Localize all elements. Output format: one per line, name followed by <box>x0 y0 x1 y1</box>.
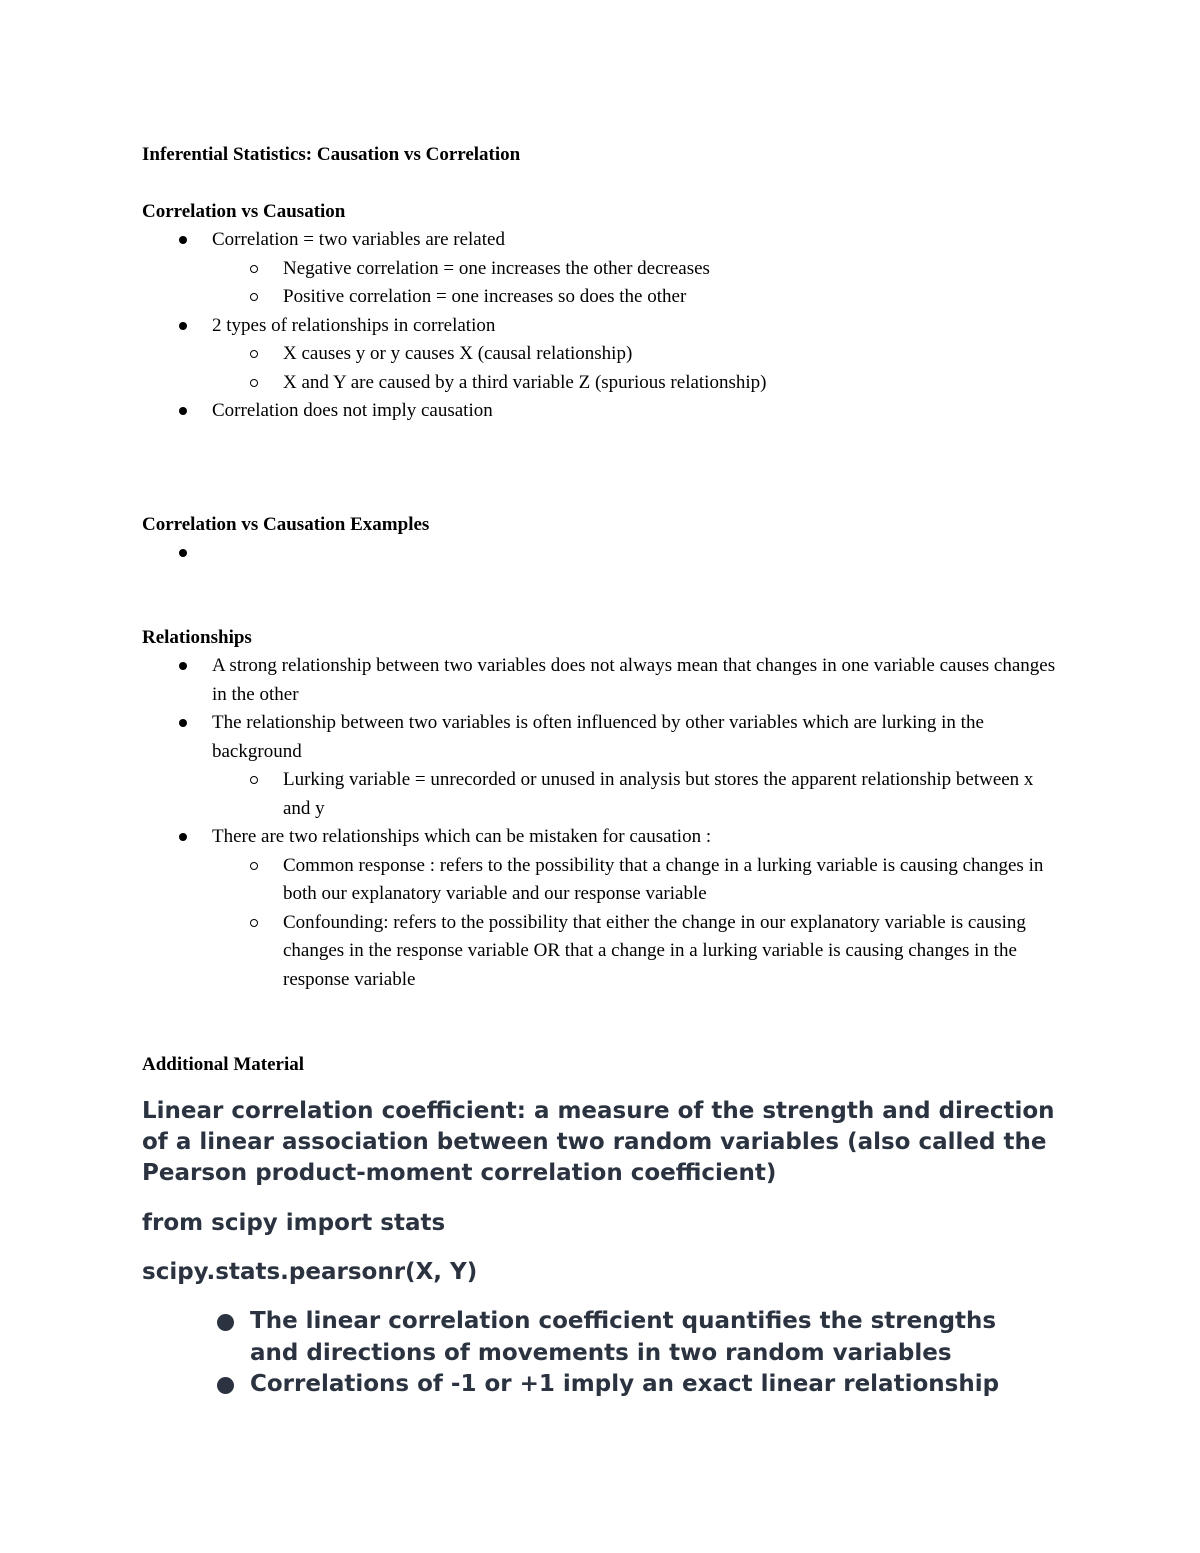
list-item <box>142 1369 1042 1401</box>
code-import-line: from scipy import stats <box>142 1210 446 1236</box>
sub-list-item <box>142 369 1062 398</box>
list-item <box>142 539 1062 577</box>
code-call-line: scipy.stats.pearsonr(X, Y) <box>142 1259 478 1285</box>
sub-list-item <box>142 340 1062 369</box>
sub-list-item-text: X and Y are caused by a third variable Z (spurious relationship) <box>283 371 767 393</box>
list-item-text: Correlations of -1 or +1 imply an exact linear relationship <box>250 1371 1000 1397</box>
list-item-text: 2 types of relationships in correlation <box>212 314 496 336</box>
sub-list-item <box>142 283 1062 312</box>
section-heading-examples: Correlation vs Causation Examples <box>142 514 430 535</box>
sub-list-item <box>142 909 1062 995</box>
sub-list-item-text: Lurking variable = unrecorded or unused in analysis but stores the apparent relationship between x and y <box>283 769 1034 819</box>
bullet-circle-icon <box>250 862 258 870</box>
list-item <box>142 226 1062 255</box>
definition-paragraph: Linear correlation coefficient: a measure of the strength and direction of a linear association between two random variables (also called the Pearson product-moment correlation coefficient) <box>142 1098 1055 1186</box>
list-item <box>142 1306 1042 1369</box>
list-item-text: The relationship between two variables is often influenced by other variables which are lurking in the background <box>212 712 984 762</box>
list-item-text: A strong relationship between two variables does not always mean that changes in one variable causes changes in the other <box>212 655 1056 705</box>
section-heading-correlation-vs-causation: Correlation vs Causation <box>142 201 346 222</box>
list-item <box>142 312 1062 341</box>
list-item <box>142 397 1062 426</box>
list-item <box>142 823 1062 852</box>
list-item <box>142 652 1062 709</box>
bullet-circle-icon <box>250 265 258 273</box>
sub-list-item-text: X causes y or y causes X (causal relationship) <box>283 343 633 364</box>
sub-list-item-text: Positive correlation = one increases so does the other <box>283 286 687 307</box>
bullet-disc-icon <box>179 322 187 330</box>
sub-list-item-text: Confounding: refers to the possibility that either the change in our explanatory variable is causing changes in the response variable OR that a change in a lurking variable is causing changes in the response variable <box>283 911 1026 990</box>
relationships-list <box>142 652 1062 994</box>
bullet-disc-icon <box>179 407 187 415</box>
sub-list-item <box>142 766 1062 823</box>
bullet-circle-icon <box>250 919 258 927</box>
list-item <box>142 709 1062 766</box>
list-item-text: There are two relationships which can be mistaken for causation : <box>212 826 712 847</box>
examples-list <box>142 539 1062 577</box>
document-title: Inferential Statistics: Causation vs Correlation <box>142 144 521 165</box>
correlation-list <box>142 226 1062 426</box>
sub-list-item <box>142 852 1062 909</box>
bullet-disc-icon <box>179 236 187 244</box>
list-item-text: The linear correlation coefficient quantifies the strengths and directions of movements in two random variables <box>250 1308 997 1366</box>
bullet-disc-icon <box>179 549 187 557</box>
section-heading-relationships: Relationships <box>142 627 252 648</box>
bullet-disc-icon <box>179 719 187 727</box>
additional-bullet-list <box>142 1306 1042 1401</box>
list-item-text: Correlation = two variables are related <box>212 229 505 250</box>
bullet-circle-icon <box>250 776 258 784</box>
section-heading-additional-material: Additional Material <box>142 1054 305 1075</box>
bullet-circle-icon <box>250 379 258 387</box>
bullet-circle-icon <box>250 293 258 301</box>
sub-list-item-text: Common response : refers to the possibility that a change in a lurking variable is causing changes in both our explanatory variable and our response variable <box>283 854 1044 904</box>
bullet-disc-icon <box>179 833 187 841</box>
list-item-text: Correlation does not imply causation <box>212 400 493 421</box>
sub-list-item-text: Negative correlation = one increases the other decreases <box>283 257 710 279</box>
bullet-disc-icon <box>217 1377 234 1394</box>
bullet-disc-icon <box>217 1314 234 1331</box>
bullet-circle-icon <box>250 350 258 358</box>
sub-list-item <box>142 255 1062 284</box>
bullet-disc-icon <box>179 662 187 670</box>
